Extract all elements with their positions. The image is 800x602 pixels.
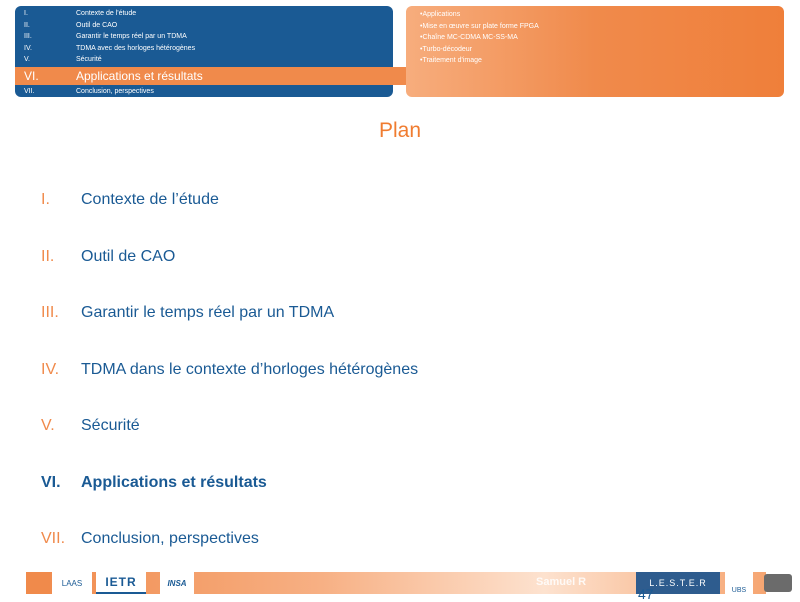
nav-item-number: VII. [24, 88, 35, 95]
nav-item-label: Contexte de l'étude [76, 10, 137, 17]
footer-grey-block [764, 574, 792, 592]
plan-item-number: I. [41, 191, 50, 208]
detail-item: •Applications [420, 11, 461, 18]
plan-item-number: VII. [41, 530, 66, 547]
nav-item-label: Sécurité [76, 56, 102, 63]
nav-item-1[interactable] [15, 8, 393, 19]
nav-item-number: IV. [24, 44, 32, 52]
plan-item-number: II. [41, 248, 55, 265]
nav-item-number: I. [24, 10, 28, 17]
lester-logo: L.E.S.T.E.R [636, 572, 720, 594]
insa-logo: INSA [160, 572, 194, 594]
nav-item-label: Outil de CAO [76, 21, 118, 29]
author-name: Samuel R [536, 576, 587, 588]
laas-logo: LAAS [52, 572, 92, 594]
page-number: 47 [638, 586, 654, 602]
nav-item-4[interactable] [15, 43, 393, 54]
plan-item-label: Sécurité [81, 417, 140, 434]
detail-list [420, 9, 539, 67]
nav-item-label: Applications et résultats [76, 69, 203, 83]
nav-item-number: VI. [24, 69, 39, 83]
section-details [406, 6, 784, 97]
nav-item-number: II. [24, 21, 30, 29]
nav-item-label: Conclusion, perspectives [76, 88, 154, 95]
ubs-logo: UBS [725, 572, 753, 594]
plan-item-number: V. [41, 417, 55, 434]
nav-item-2[interactable] [15, 20, 393, 31]
nav-item-number: V. [24, 56, 30, 63]
nav-item-label: TDMA avec des horloges hétérogènes [76, 44, 196, 52]
nav-item-3[interactable] [15, 31, 393, 42]
section-nav [15, 6, 393, 97]
detail-item: •Turbo-décodeur [420, 45, 472, 53]
nav-item-7[interactable] [15, 86, 393, 97]
nav-item-label: Garantir le temps réel par un TDMA [76, 33, 187, 40]
plan-item-label: Applications et résultats [81, 474, 267, 491]
detail-item: •Chaîne MC-CDMA MC-SS-MA [420, 34, 518, 41]
ietr-logo: IETR [96, 572, 146, 594]
plan-item-label: Outil de CAO [81, 248, 176, 265]
plan-item-label: TDMA dans le contexte d’horloges hétérogènes [81, 361, 419, 378]
detail-item: •Traitement d'image [420, 57, 482, 64]
plan-item-number: VI. [41, 474, 61, 491]
nav-item-6-active[interactable] [15, 67, 413, 85]
plan-item-label: Contexte de l’étude [81, 191, 219, 208]
footer-accent-block [26, 572, 50, 594]
plan-item-number: III. [41, 304, 59, 321]
nav-item-5[interactable] [15, 54, 393, 65]
detail-item: •Mise en œuvre sur plate forme FPGA [420, 22, 539, 30]
slide-title: Plan [378, 119, 422, 142]
plan-item-number: IV. [41, 361, 60, 378]
plan-item-label: Garantir le temps réel par un TDMA [81, 304, 335, 321]
nav-item-number: III. [24, 33, 32, 40]
plan-item-label: Conclusion, perspectives [81, 530, 259, 547]
